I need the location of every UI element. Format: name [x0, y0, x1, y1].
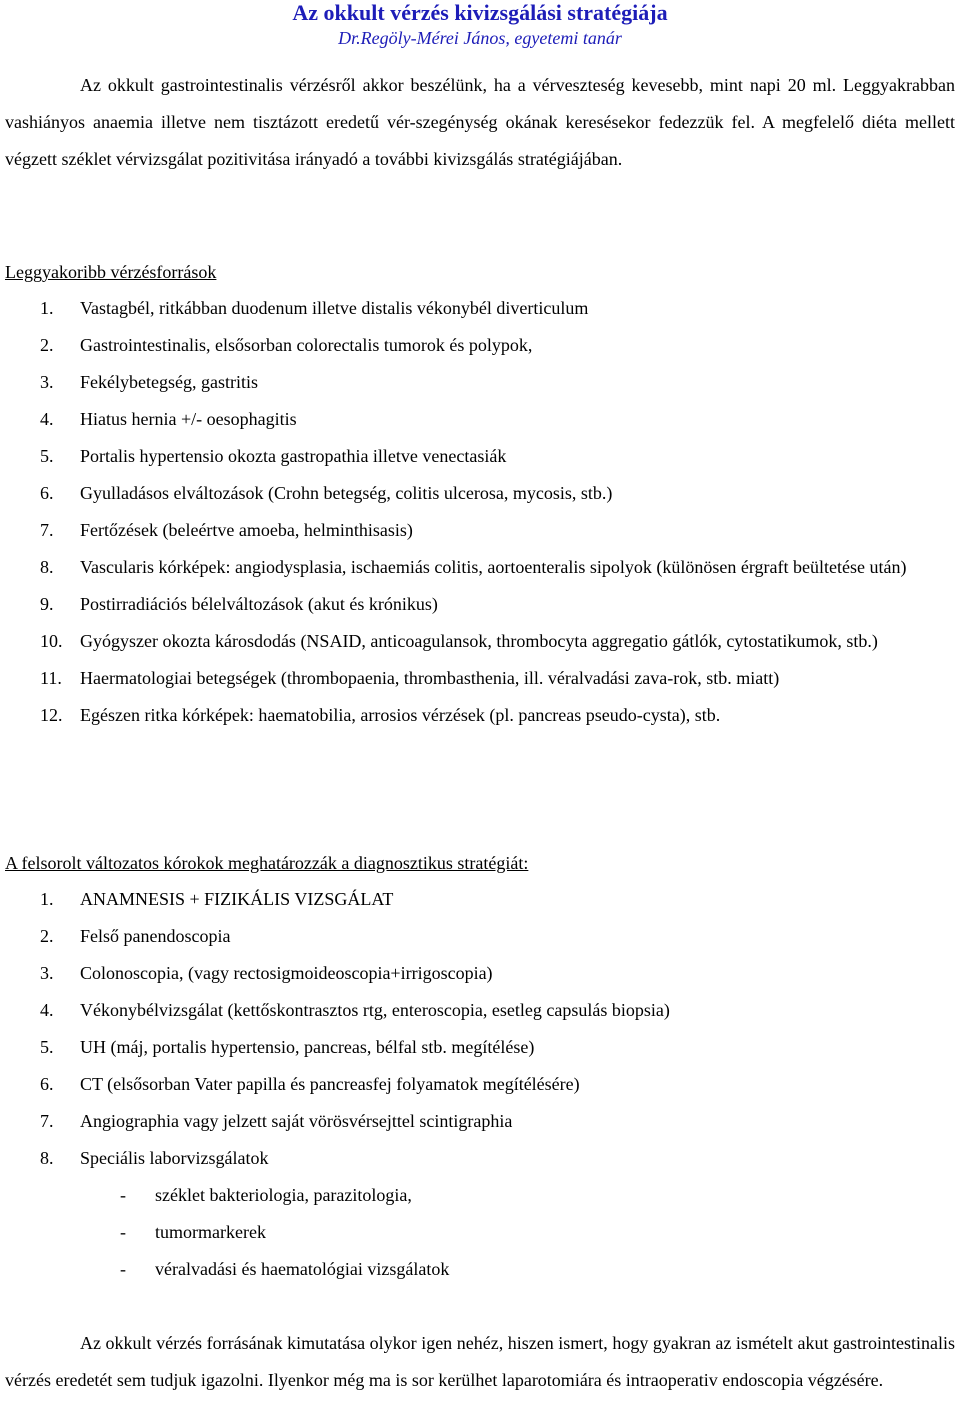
list-item-number: 4. — [40, 409, 54, 429]
list-item-text: Hiatus hernia +/- oesophagitis — [80, 409, 297, 429]
list-item-number: 10. — [40, 631, 63, 651]
list-item-text: Fekélybetegség, gastritis — [80, 372, 258, 392]
list-item-number: 12. — [40, 705, 63, 725]
list-item-number: 3. — [40, 963, 54, 983]
list-item-text: Colonoscopia, (vagy rectosigmoideoscopia+irrigoscopia) — [80, 963, 493, 983]
list-item-text: Postirradiációs bélelváltozások (akut és krónikus) — [80, 594, 438, 614]
list-item-text: Angiographia vagy jelzett saját vörösvérsejttel scintigraphia — [80, 1111, 513, 1131]
list-item — [5, 327, 955, 364]
list-item-text: Gastrointestinalis, elsősorban colorectalis tumorok és polypok, — [80, 335, 533, 355]
list-item — [5, 1029, 955, 1066]
list-item-number: 6. — [40, 483, 54, 503]
list-item-text: Gyulladásos elváltozások (Crohn betegség, colitis ulcerosa, mycosis, stb.) — [80, 483, 613, 503]
list-item — [5, 955, 955, 992]
list-item-text: UH (máj, portalis hypertensio, pancreas, bélfal stb. megítélése) — [80, 1037, 535, 1057]
list-item — [5, 438, 955, 475]
sublist-item-text: széklet bakteriologia, parazitologia, — [155, 1185, 412, 1205]
list-item — [5, 623, 955, 660]
sublist-dash: - — [120, 1259, 126, 1279]
list-item-text: Fertőzések (beleértve amoeba, helminthisasis) — [80, 520, 413, 540]
list-item-number: 5. — [40, 1037, 54, 1057]
list-item-number: 3. — [40, 372, 54, 392]
list-item-number: 8. — [40, 1148, 54, 1168]
document-author: Dr.Regöly-Mérei János, egyetemi tanár — [338, 28, 622, 48]
list-item-number: 2. — [40, 926, 54, 946]
list-item-number: 1. — [40, 298, 54, 318]
lab-tests-sublist — [5, 1177, 955, 1288]
list-item — [5, 1066, 955, 1103]
list-item — [5, 401, 955, 438]
list-item — [5, 1103, 955, 1140]
list-item-number: 7. — [40, 520, 54, 540]
list-item — [5, 586, 955, 623]
list-item-text: Speciális laborvizsgálatok — [80, 1148, 269, 1168]
list-item-number: 7. — [40, 1111, 54, 1131]
sublist-item — [5, 1251, 955, 1288]
list-item-number: 1. — [40, 889, 54, 909]
sublist-dash: - — [120, 1222, 126, 1242]
list-item-number: 6. — [40, 1074, 54, 1094]
sublist-dash: - — [120, 1185, 126, 1205]
list-item-text: Gyógyszer okozta károsdodás (NSAID, anticoagulansok, thrombocyta aggregatio gátlók, cytostatikumok, stb.) — [80, 631, 878, 651]
list-item-number: 5. — [40, 446, 54, 466]
sublist-item — [5, 1177, 955, 1214]
list-item — [5, 475, 955, 512]
list-item — [5, 660, 955, 697]
list-item-text: Haermatologiai betegségek (thrombopaenia, thrombasthenia, ill. véralvadási zava-rok, stb. miatt) — [80, 668, 780, 688]
sublist-item-text: véralvadási és haematológiai vizsgálatok — [155, 1259, 450, 1279]
list-item-text: Felső panendoscopia — [80, 926, 231, 946]
list-item-text: Egészen ritka kórképek: haematobilia, arrosios vérzések (pl. pancreas pseudo-cysta), stb. — [80, 705, 721, 725]
document-title: Az okkult vérzés kivizsgálási stratégiája — [292, 0, 668, 25]
list-item — [5, 881, 955, 918]
list-item — [5, 290, 955, 327]
list-item-text: Vékonybélvizsgálat (kettőskontrasztos rtg, enteroscopia, esetleg capsulás biopsia) — [80, 1000, 670, 1020]
list-item-number: 2. — [40, 335, 54, 355]
list-item — [5, 992, 955, 1029]
list-item-text: CT (elsősorban Vater papilla és pancreasfej folyamatok megítélésére) — [80, 1074, 580, 1094]
list-item-text: Vascularis kórképek: angiodysplasia, ischaemiás colitis, aortoenteralis sipolyok (különösen érgraft beültetése után) — [80, 557, 907, 577]
intro-paragraph: Az okkult gastrointestinalis vérzésről akkor beszélünk, ha a vérveszteség kevesebb, mint napi 20 ml. Leggyakrabban vashiányos anaemia illetve nem tisztázott eredetű vér-szegénység okának keresésekor fedezzük fel. A megfelelő diéta mellett végzett széklet vérvizsgálat pozitivitása irányadó a további kivizsgálás stratégiájában. — [5, 75, 955, 169]
sources-list — [5, 290, 955, 734]
strategy-list — [5, 881, 955, 1288]
sublist-item-text: tumormarkerek — [155, 1222, 266, 1242]
list-item — [5, 512, 955, 549]
list-item — [5, 918, 955, 955]
list-item — [5, 364, 955, 401]
sources-heading: Leggyakoribb vérzésforrások — [5, 262, 217, 282]
list-item-number: 9. — [40, 594, 54, 614]
list-item — [5, 697, 955, 734]
list-item-text: Portalis hypertensio okozta gastropathia illetve venectasiák — [80, 446, 507, 466]
sublist-item — [5, 1214, 955, 1251]
list-item-number: 8. — [40, 557, 54, 577]
list-item-text: Vastagbél, ritkábban duodenum illetve distalis vékonybél diverticulum — [80, 298, 589, 318]
conclusion-paragraph: Az okkult vérzés forrásának kimutatása olykor igen nehéz, hiszen ismert, hogy gyakran az ismételt akut gastrointestinalis vérzés eredetét sem tudjuk igazolni. Ilyenkor még ma is sor kerülhet laparotomiára és intraoperativ endoscopia végzésére. — [5, 1333, 955, 1390]
list-item-text: ANAMNESIS + FIZIKÁLIS VIZSGÁLAT — [80, 889, 394, 909]
strategy-heading: A felsorolt változatos kórokok meghatározzák a diagnosztikus stratégiát: — [5, 853, 529, 873]
list-item-number: 4. — [40, 1000, 54, 1020]
list-item — [5, 549, 955, 586]
list-item-number: 11. — [40, 668, 62, 688]
list-item — [5, 1140, 955, 1177]
